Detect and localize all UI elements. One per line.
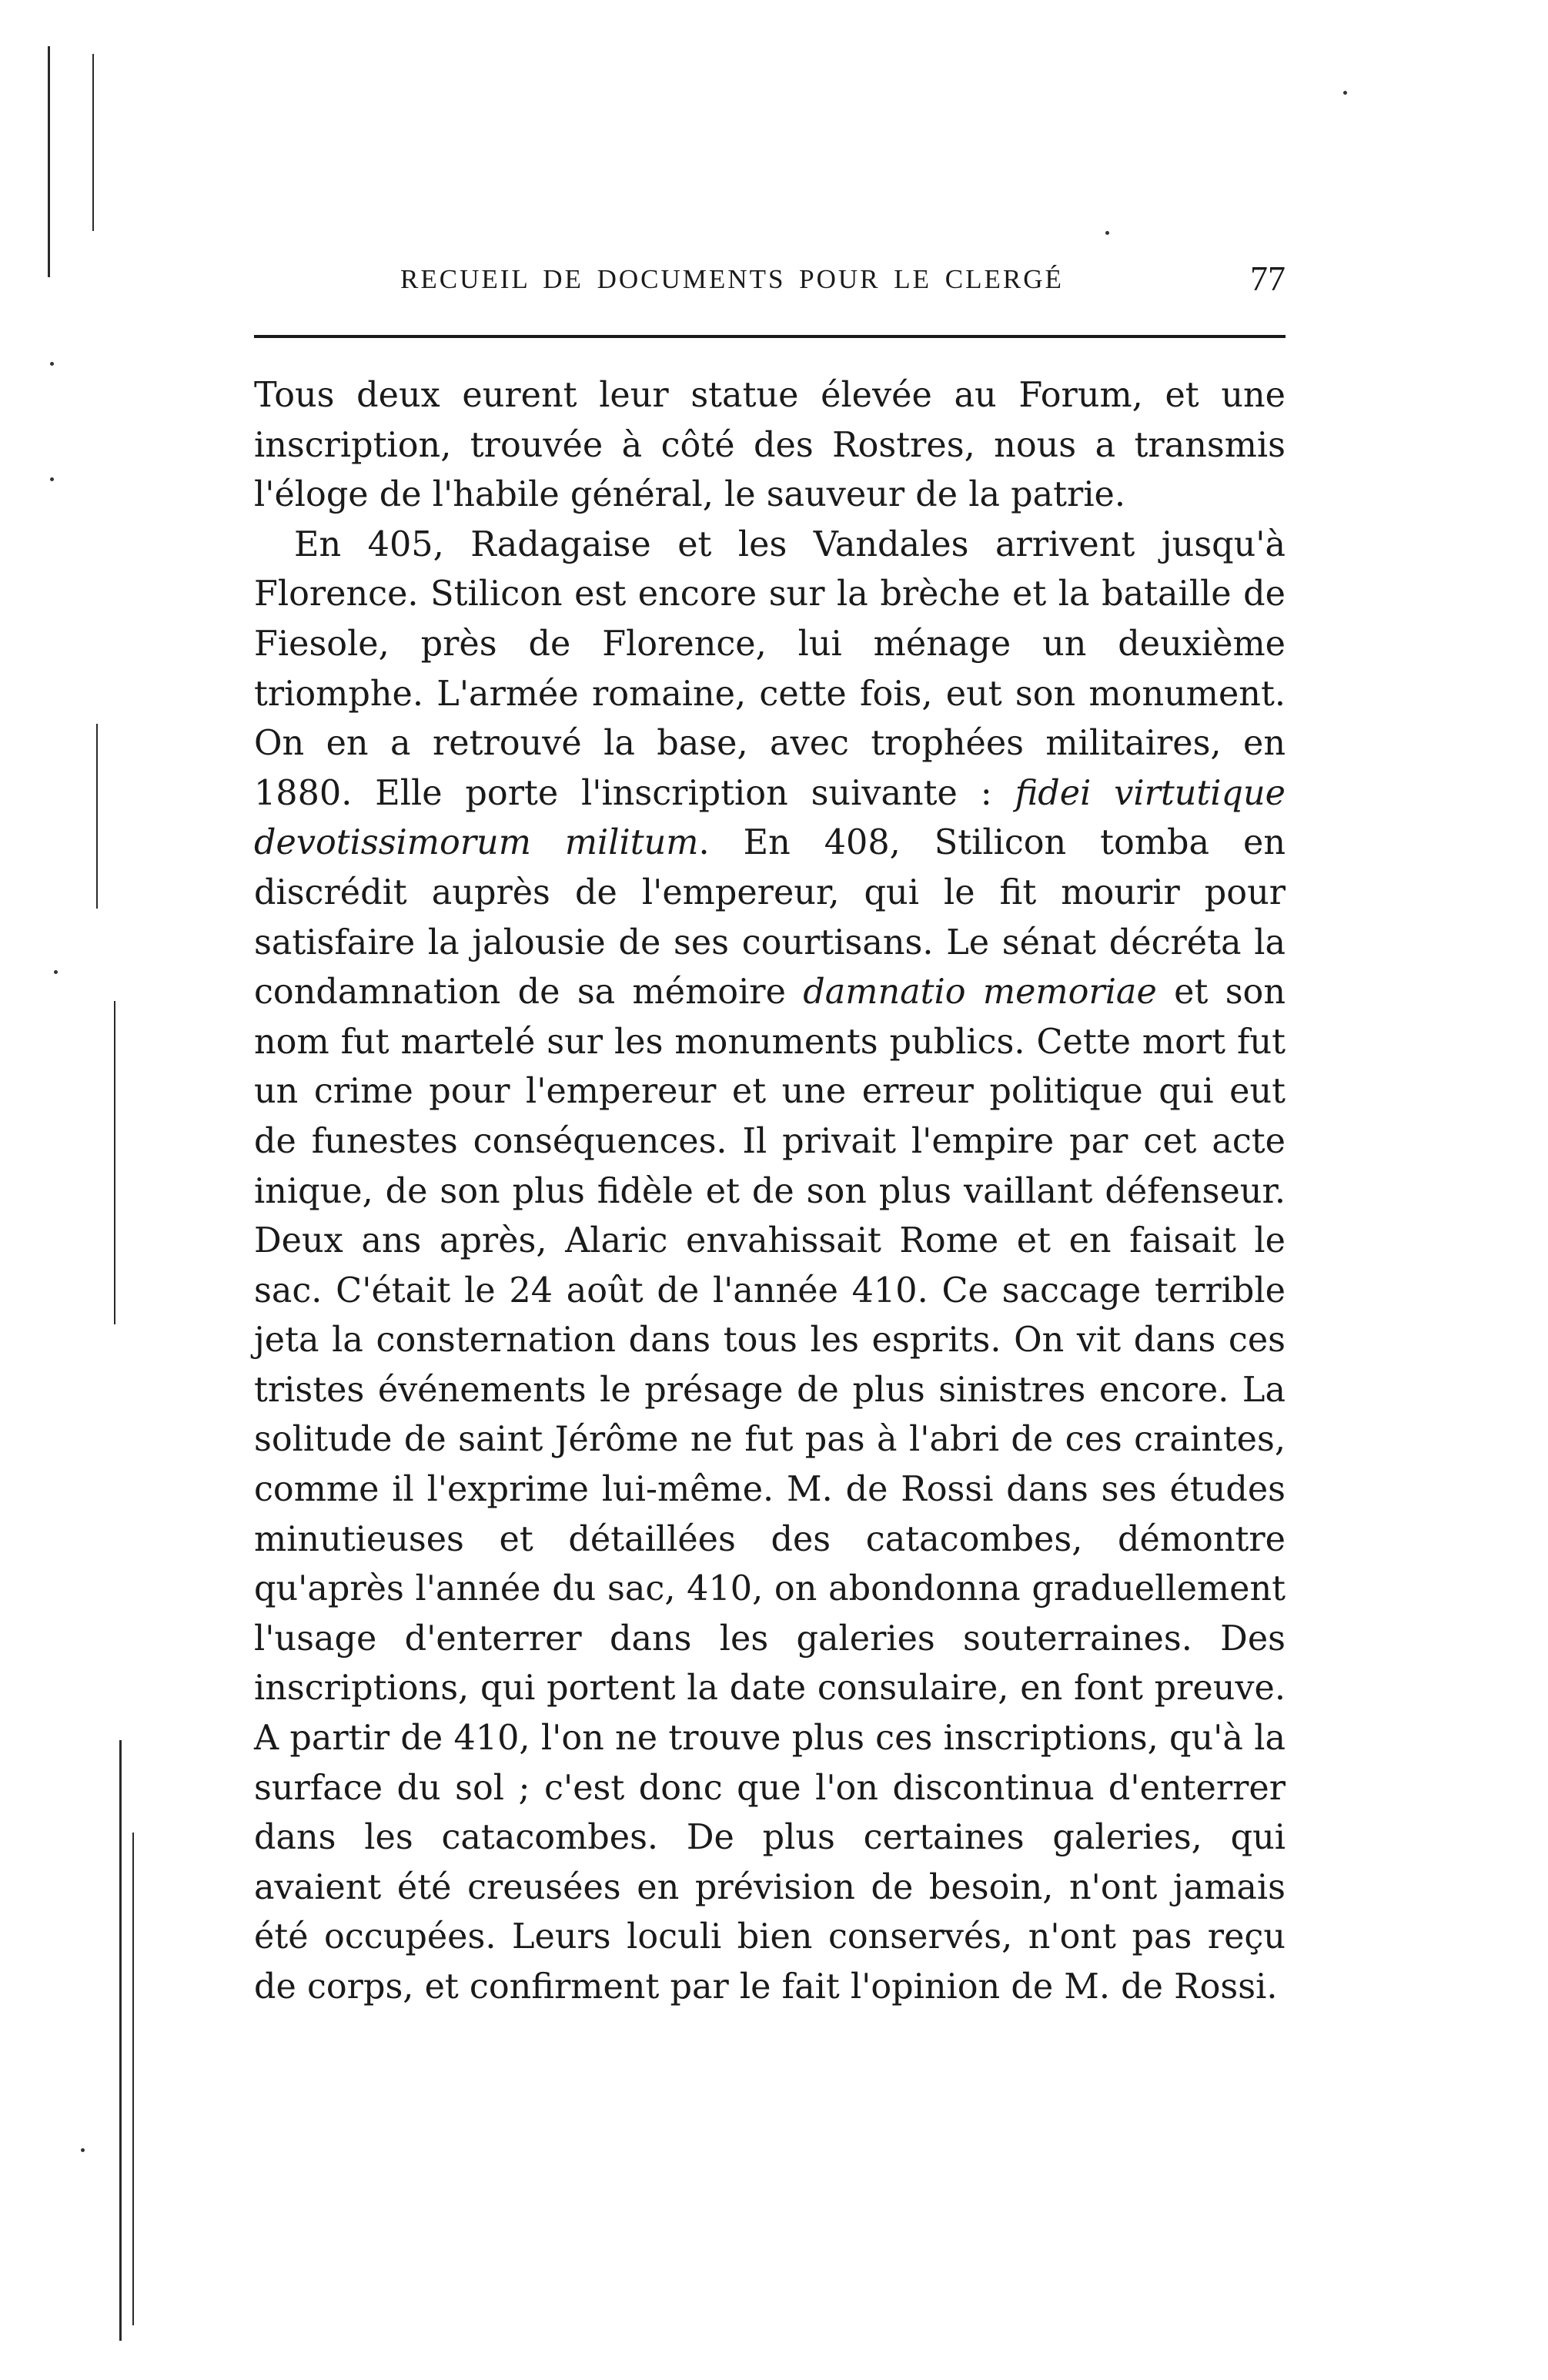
- paragraph-1: Tous deux eurent leur statue élevée au Forum, et une inscription, trouvée à côté des Rostres, nous a transmis l'éloge de l'habile général, le sauveur de la patrie.: [254, 376, 1286, 515]
- scan-speck: [81, 2148, 85, 2152]
- paragraph-2: [254, 521, 1286, 2013]
- header-rule: [254, 335, 1286, 338]
- scan-margin-line: [92, 54, 94, 231]
- paragraph-2-part-a: En 405, Radagaise et les Vandales arrivent jusqu'à Florence. Stilicon est encore sur la brèche et la bataille de Fiesole, près de Florence, lui ménage un deuxième triomphe. L'armée romaine, cette fois, eut son monument. On en a retrouvé la base, avec trophées militaires, en 1880. Elle porte l'inscription suivante :: [254, 524, 1286, 813]
- paragraph-2-part-c: et son nom fut martelé sur les monuments publics. Cette mort fut un crime pour l'empereur et une erreur politique qui eut de funestes conséquences. Il privait l'empire par cet acte inique, de son plus fidèle et de son plus vaillant défenseur. Deux ans après, Alaric envahissait Rome et en faisait le sac. C'était le 24 août de l'année 410. Ce saccage terrible jeta la consternation dans tous les esprits. On vit dans ces tristes événements le présage de plus sinistres encore. La solitude de saint Jérôme ne fut pas à l'abri de ces craintes, comme il l'exprime lui-même. M. de Rossi dans ses études minutieuses et détaillées des catacombes, démontre qu'après l'année du sac, 410, on abondonna graduellement l'usage d'enterrer dans les galeries souterraines. Des inscriptions, qui portent la date consulaire, en font preuve. A partir de 410, l'on ne trouve plus ces inscriptions, qu'à la surface du sol ; c'est donc que l'on discontinua d'enterrer dans les catacombes. De plus certaines galeries, qui avaient été creusées en prévision de besoin, n'ont jamais été occupées. Leurs loculi bien conservés, n'ont pas reçu de corps, et confirment par le fait l'opinion de M. de Rossi.: [254, 972, 1286, 2007]
- page-number: 77: [1250, 259, 1286, 298]
- scan-margin-line: [132, 1833, 134, 2325]
- scan-margin-line: [114, 1001, 115, 1324]
- paragraph-2-part-b: . En 408, Stilicon tomba en discrédit auprès de l'empereur, qui le fit mourir pour satisfaire la jalousie de ses courtisans. Le sénat décréta la condamnation de sa mémoire: [254, 823, 1286, 1013]
- scan-speck: [54, 970, 58, 974]
- scan-speck: [50, 477, 54, 481]
- scan-speck: [1343, 91, 1347, 95]
- latin-inscription: fidei virtutique devotissimorum militum: [254, 773, 1286, 863]
- running-head: [254, 258, 1286, 304]
- scan-margin-line: [119, 1740, 122, 2341]
- scan-speck: [1105, 231, 1109, 235]
- scan-speck: [50, 362, 54, 366]
- latin-damnatio-memoriae: damnatio memoriae: [803, 972, 1157, 1013]
- running-title: RECUEIL DE DOCUMENTS POUR LE CLERGÉ: [400, 264, 1064, 294]
- scan-margin-line: [96, 724, 98, 909]
- body-text: [254, 371, 1286, 2013]
- scan-margin-line: [48, 46, 50, 277]
